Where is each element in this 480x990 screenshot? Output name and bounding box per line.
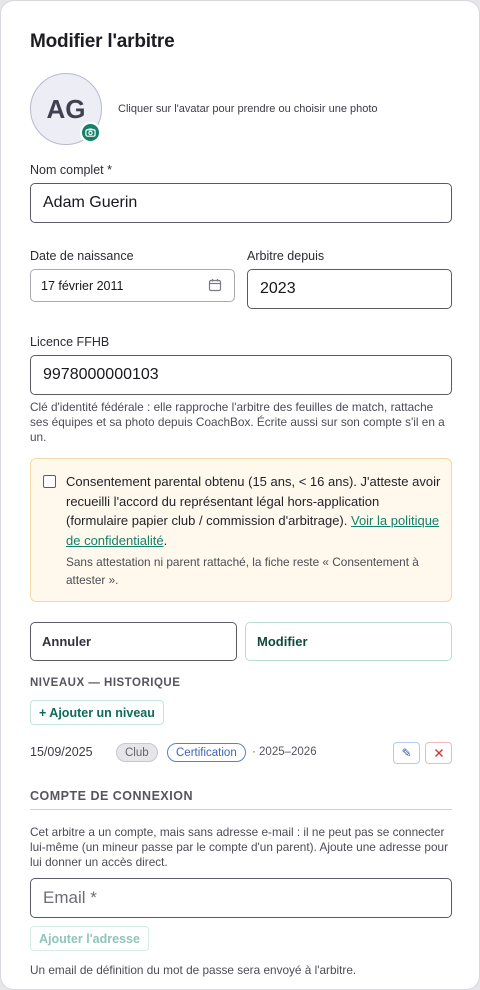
- birth-date-input[interactable]: [30, 269, 235, 302]
- add-level-button[interactable]: + Ajouter un niveau: [30, 700, 164, 725]
- level-season: · 2025–2026: [252, 746, 317, 758]
- edit-level-button[interactable]: [393, 742, 420, 764]
- level-row: [30, 742, 452, 764]
- level-scope-badge: Club: [116, 743, 158, 762]
- level-type-badge: Certification: [167, 743, 246, 762]
- close-icon: [434, 748, 444, 758]
- referee-since-input[interactable]: [247, 269, 452, 309]
- levels-section-title: NIVEAUX — HISTORIQUE: [30, 677, 181, 689]
- birth-date-label: Date de naissance: [30, 249, 134, 263]
- password-email-note: Un email de définition du mot de passe sera envoyé à l'arbitre.: [30, 963, 357, 977]
- section-divider: [30, 809, 452, 810]
- level-date: 15/09/2025: [30, 745, 93, 759]
- full-name-label: Nom complet *: [30, 163, 112, 177]
- consent-note: Sans attestation ni parent rattaché, la fiche reste « Consentement à attester ».: [66, 555, 419, 587]
- referee-since-value: 2023: [260, 280, 296, 297]
- avatar-initials: AG: [46, 93, 86, 124]
- consent-suffix: .: [163, 532, 168, 548]
- camera-icon[interactable]: [80, 122, 101, 143]
- licence-help: Clé d'identité fédérale : elle rapproche l'arbitre des feuilles de match, rattache ses équipes et sa photo depuis CoachBox. Écrite aussi sur son compte s'il en a un.: [30, 400, 445, 444]
- consent-checkbox[interactable]: [43, 475, 56, 488]
- cancel-button[interactable]: Annuler: [30, 622, 237, 661]
- avatar-hint: Cliquer sur l'avatar pour prendre ou choisir une photo: [118, 103, 378, 115]
- email-placeholder: Email *: [43, 888, 97, 907]
- calendar-icon[interactable]: [208, 278, 222, 295]
- account-section-title: COMPTE DE CONNEXION: [30, 789, 193, 803]
- delete-level-button[interactable]: [425, 742, 452, 764]
- account-help: Cet arbitre a un compte, mais sans adresse e-mail : il ne peut pas se connecter lui-même (un mineur passe par le compte d'un parent). Ajoute une adresse pour lui donner un accès direct.: [30, 825, 448, 869]
- consent-statement: Consentement parental obtenu (15 ans, < 16 ans). J'atteste avoir recueilli l'accord du représentant légal hors-application (formulaire papier club / commission d'arbitrage).: [66, 474, 441, 528]
- dialog-title: Modifier l'arbitre: [30, 31, 175, 52]
- full-name-input[interactable]: [30, 183, 452, 223]
- birth-date-value: 17 février 2011: [41, 278, 124, 293]
- parental-consent-box: [30, 458, 452, 602]
- referee-since-label: Arbitre depuis: [247, 249, 325, 263]
- save-button[interactable]: Modifier: [245, 622, 452, 661]
- email-input[interactable]: [30, 878, 452, 918]
- add-address-button[interactable]: Ajouter l'adresse: [30, 926, 149, 951]
- full-name-value: Adam Guerin: [43, 194, 138, 211]
- licence-label: Licence FFHB: [30, 335, 110, 349]
- licence-input[interactable]: [30, 355, 452, 395]
- licence-value: 9978000000103: [43, 366, 159, 383]
- consent-text: [66, 472, 444, 550]
- privacy-policy-link[interactable]: Voir la politique de confidentialité: [66, 513, 440, 548]
- pencil-icon: ✎: [401, 746, 412, 760]
